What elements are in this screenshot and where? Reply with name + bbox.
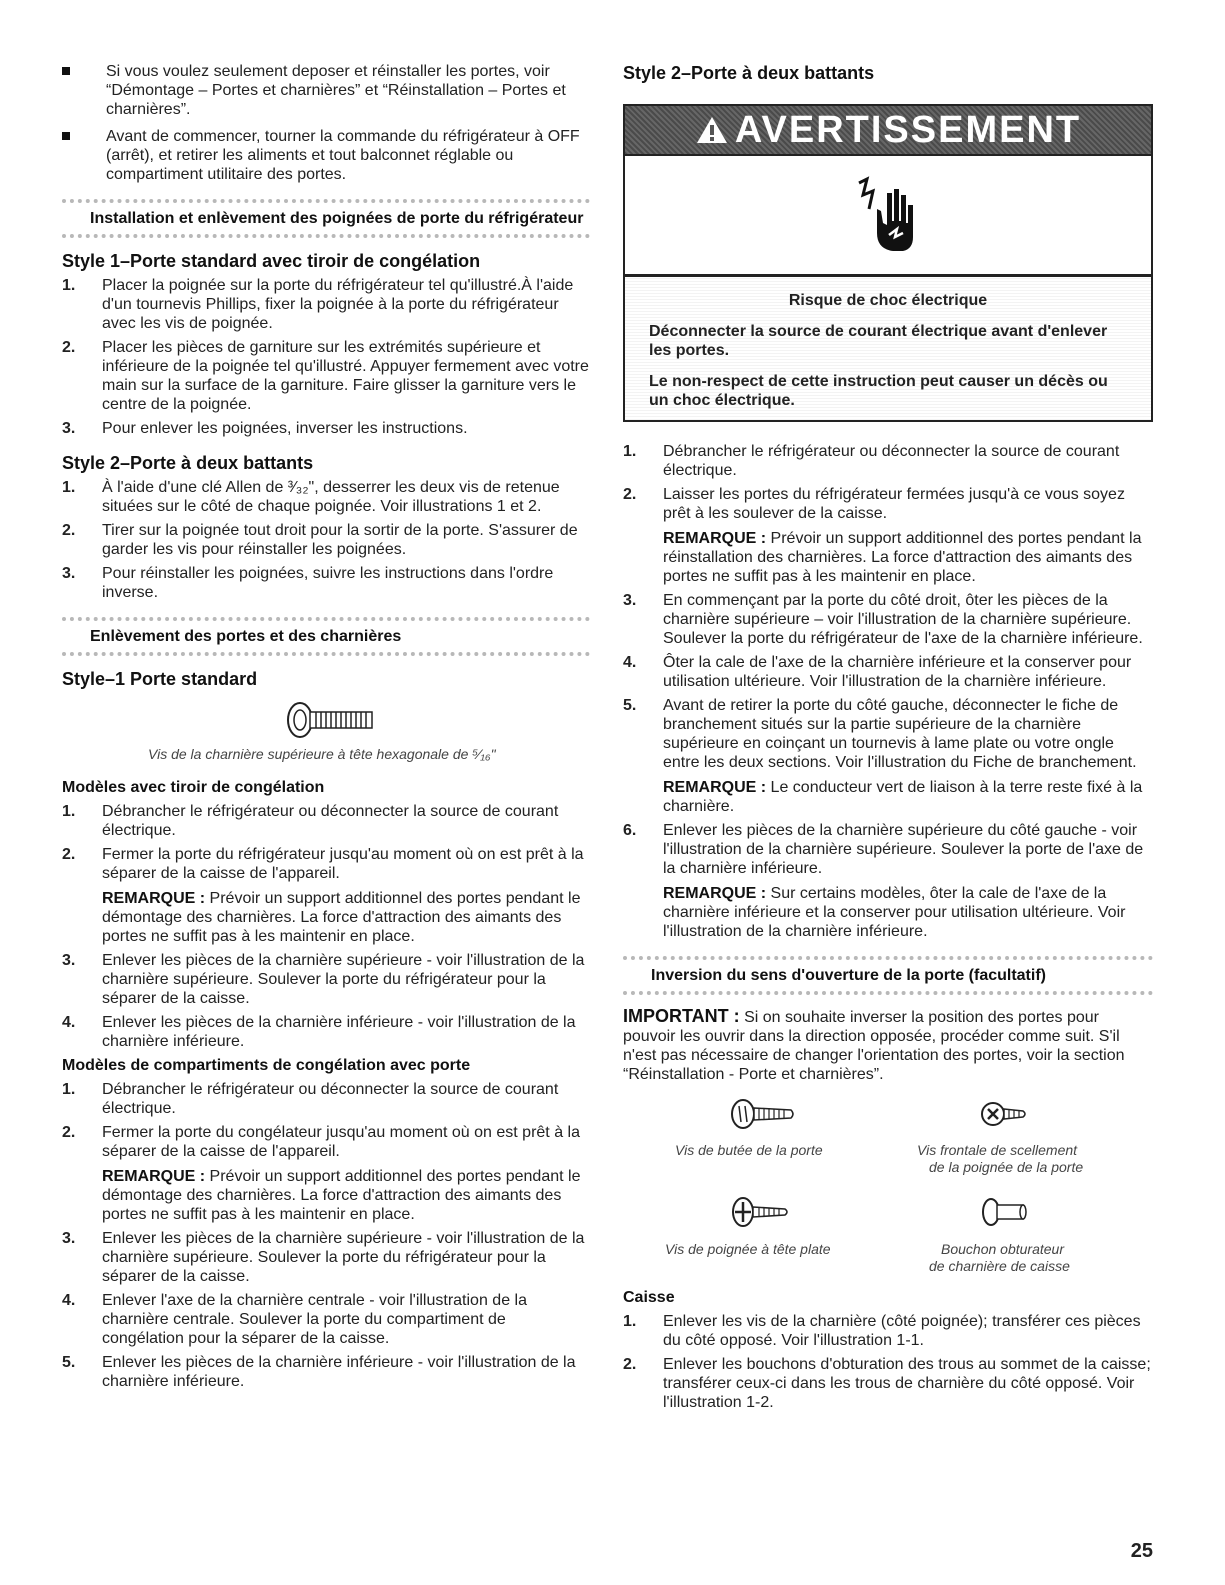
list-item: 4. Enlever les pièces de la charnière inférieure - voir l'illustration de la charnière inférieure.: [62, 1014, 576, 1050]
list-item: 5. Enlever les pièces de la charnière inférieure - voir l'illustration de la charnière inférieure.: [62, 1354, 576, 1390]
warning-title: AVERTISSEMENT: [734, 108, 1082, 151]
list-item: 2. Fermer la porte du congélateur jusqu'au moment où on est prêt à la séparer de la caisse de l'appareil. REMARQUE : Prévoir un support additionnel des portes pendant le démontage des charnières. La force d'attraction des aimants des portes ne suffit pas à les maintenir en place.: [62, 1124, 581, 1223]
warning-line: Le non-respect de cette instruction peut causer un décès ou un choc électrique.: [649, 373, 1108, 409]
warning-box: [623, 104, 1153, 422]
hex-screw-icon: [286, 700, 386, 740]
list-item: 2. Enlever les bouchons d'obturation des trous au sommet de la caisse; transférer ceux-ci dans les trous de charnière du côté opposé. Voir l'illustration 1-2.: [623, 1356, 1151, 1411]
list-item: 3. En commençant par la porte du côté droit, ôter les pièces de la charnière supérieure – voir l'illustration de la charnière supérieure. Soulever la porte du réfrigérateur de l'axe de la charnière inférieure.: [623, 592, 1143, 647]
heading-style1: Style 1–Porte standard avec tiroir de congélation: [62, 251, 481, 271]
list-item: 3. Enlever les pièces de la charnière supérieure - voir l'illustration de la charnière supérieure. Soulever la porte du réfrigérateur pour la séparer de la caisse.: [62, 1230, 585, 1285]
warning-line: Déconnecter la source de courant électrique avant d'enlever les portes.: [649, 323, 1108, 359]
left-column: [62, 62, 590, 1396]
style2-steps: [62, 478, 590, 602]
list-item: 2. Laisser les portes du réfrigérateur fermées jusqu'à ce vous soyez prêt à les soulever de la caisse. REMARQUE : Prévoir un support additionnel des portes pendant la réinstallation des charnières. La force d'attraction des aimants des portes ne suffit pas à les maintenir en place.: [623, 486, 1142, 585]
list-item: 1. À l'aide d'une clé Allen de ³⁄₃₂", desserrer les deux vis de retenue situées sur le côté de chaque poignée. Voir illustrations 1 et 2.: [62, 479, 560, 515]
models-compartment-steps: [62, 1080, 590, 1391]
screws-figure: [623, 1092, 1153, 1288]
heading-style1-standard: Style–1 Porte standard: [62, 669, 258, 689]
list-item: 2. Tirer sur la poignée tout droit pour la sortir de la porte. S'assurer de garder les vis pour réinstaller les poignées.: [62, 522, 578, 558]
models-drawer-steps: [62, 802, 590, 1051]
caisse-steps: [623, 1312, 1153, 1412]
heading-caisse: Caisse: [623, 1289, 675, 1306]
list-item: 1. Placer la poignée sur la porte du réfrigérateur tel qu'illustré.À l'aide d'un tournevis Phillips, fixer la poignée à la porte du réfrigérateur avec les vis de poignée.: [62, 277, 574, 332]
caption-handle-seal-screw: Vis frontale de scellement: [917, 1142, 1078, 1158]
door-steps: [623, 442, 1153, 941]
handle-seal-screw-icon: [979, 1096, 1049, 1132]
list-item: 3. Enlever les pièces de la charnière supérieure - voir l'illustration de la charnière supérieure. Soulever la porte du réfrigérateur pour la séparer de la caisse.: [62, 952, 585, 1007]
list-item: 2. Fermer la porte du réfrigérateur jusqu'au moment où on est prêt à la séparer de la caisse de l'appareil. REMARQUE : Prévoir un support additionnel des portes pendant le démontage des charnières. La force d'attraction des aimants des portes ne suffit pas à les maintenir en place.: [62, 846, 584, 945]
warning-icon-area: [625, 156, 1151, 277]
heading-models-drawer: Modèles avec tiroir de congélation: [62, 779, 325, 796]
section-band-handles: Installation et enlèvement des poignées de porte du réfrigérateur: [62, 199, 590, 238]
warning-line: Risque de choc électrique: [788, 292, 988, 309]
important-paragraph: IMPORTANT : Si on souhaite inverser la position des portes pour pouvoir les ouvrir dans la direction opposée, procéder comme suit. S'il n'est pas nécessaire de changer l'orientation des portes, voir la section “Réinstallation - Porte et charnières”.: [623, 1006, 1125, 1083]
electric-shock-hand-icon: [853, 175, 923, 255]
list-item: 2. Placer les pièces de garniture sur les extrémités supérieure et inférieure de la poignée tel qu'illustré. Appuyer fermement avec votre main sur la surface de la garniture. Faire glisser la garniture vers le centre de la poignée.: [62, 339, 589, 413]
warning-triangle-icon: [695, 115, 729, 145]
list-item: 1. Débrancher le réfrigérateur ou déconnecter la source de courant électrique.: [623, 443, 1120, 479]
list-item: 1. Débrancher le réfrigérateur ou déconnecter la source de courant électrique.: [62, 1081, 559, 1117]
section-band-doors: Enlèvement des portes et des charnières: [62, 617, 590, 656]
door-stop-screw-icon: [729, 1096, 809, 1132]
bullet-item: Avant de commencer, tourner la commande du réfrigérateur à OFF (arrêt), et retirer les aliments et tout balconnet réglable ou compartiment utilitaire des portes.: [62, 127, 590, 184]
list-item: 4. Enlever l'axe de la charnière centrale - voir l'illustration de la charnière centrale. Soulever la porte du compartiment de congélation pour la séparer de la caisse.: [62, 1292, 527, 1347]
style1-steps: [62, 276, 590, 438]
list-item: 1. Enlever les vis de la charnière (côté poignée); transférer ces pièces du côté opposé. Voir l'illustration 1-1.: [623, 1313, 1141, 1349]
bullet-item: Si vous voulez seulement deposer et réinstaller les portes, voir “Démontage – Portes et charnières” et “Réinstallation – Portes et charnières”.: [62, 62, 590, 119]
caption-door-stop-screw: Vis de butée de la porte: [675, 1142, 823, 1158]
cap-plug-icon: [979, 1194, 1039, 1230]
list-item: 4. Ôter la cale de l'axe de la charnière inférieure et la conserver pour utilisation ultérieure. Voir l'illustration de la charnière inférieure.: [623, 654, 1132, 690]
list-item: 1. Débrancher le réfrigérateur ou déconnecter la source de courant électrique.: [62, 803, 559, 839]
list-item: 3. Pour enlever les poignées, inverser les instructions.: [62, 420, 468, 437]
right-column: [623, 62, 1153, 1417]
figure-caption: Vis de la charnière supérieure à tête hexagonale de ⁵⁄₁₆": [148, 746, 496, 762]
warning-header: [625, 106, 1151, 156]
page-number: 25: [1130, 1540, 1153, 1562]
section-band-reversal: Inversion du sens d'ouverture de la porte (facultatif): [623, 956, 1153, 995]
caption-cap-plug: de charnière de caisse: [929, 1258, 1070, 1274]
list-item: 3. Pour réinstaller les poignées, suivre les instructions dans l'ordre inverse.: [62, 565, 554, 601]
bullet-square-icon: [62, 67, 70, 75]
hex-screw-figure: [62, 700, 590, 768]
warning-body: [625, 277, 1151, 420]
list-item: 6. Enlever les pièces de la charnière supérieure du côté gauche - voir l'illustration de la charnière supérieure. Soulever la porte de l'axe de la charnière inférieure. REMARQUE : Sur certains modèles, ôter la cale de l'axe de la charnière inférieure et la conserver pour utilisation ultérieure. Voir l'illustration de la charnière inférieure.: [623, 822, 1144, 940]
caption-cap-plug: Bouchon obturateur: [941, 1241, 1064, 1257]
caption-handle-seal-screw: de la poignée de la porte: [929, 1159, 1084, 1175]
heading-style2-right: Style 2–Porte à deux battants: [623, 63, 875, 83]
list-item: 5. Avant de retirer la porte du côté gauche, déconnecter le fiche de branchement situés sur la partie supérieure de la charnière supérieure en coinçant un tournevis à lame plate ou votre ongle entre les deux sections. Voir l'illustration du Fiche de branchement. REMARQUE : Le conducteur vert de liaison à la terre reste fixé à la charnière.: [623, 697, 1143, 815]
heading-models-compartment: Modèles de compartiments de congélation avec porte: [62, 1057, 471, 1074]
caption-flat-head-screw: Vis de poignée à tête plate: [665, 1241, 831, 1257]
bullet-square-icon: [62, 132, 70, 140]
flat-head-screw-icon: [729, 1194, 799, 1230]
heading-style2: Style 2–Porte à deux battants: [62, 453, 314, 473]
